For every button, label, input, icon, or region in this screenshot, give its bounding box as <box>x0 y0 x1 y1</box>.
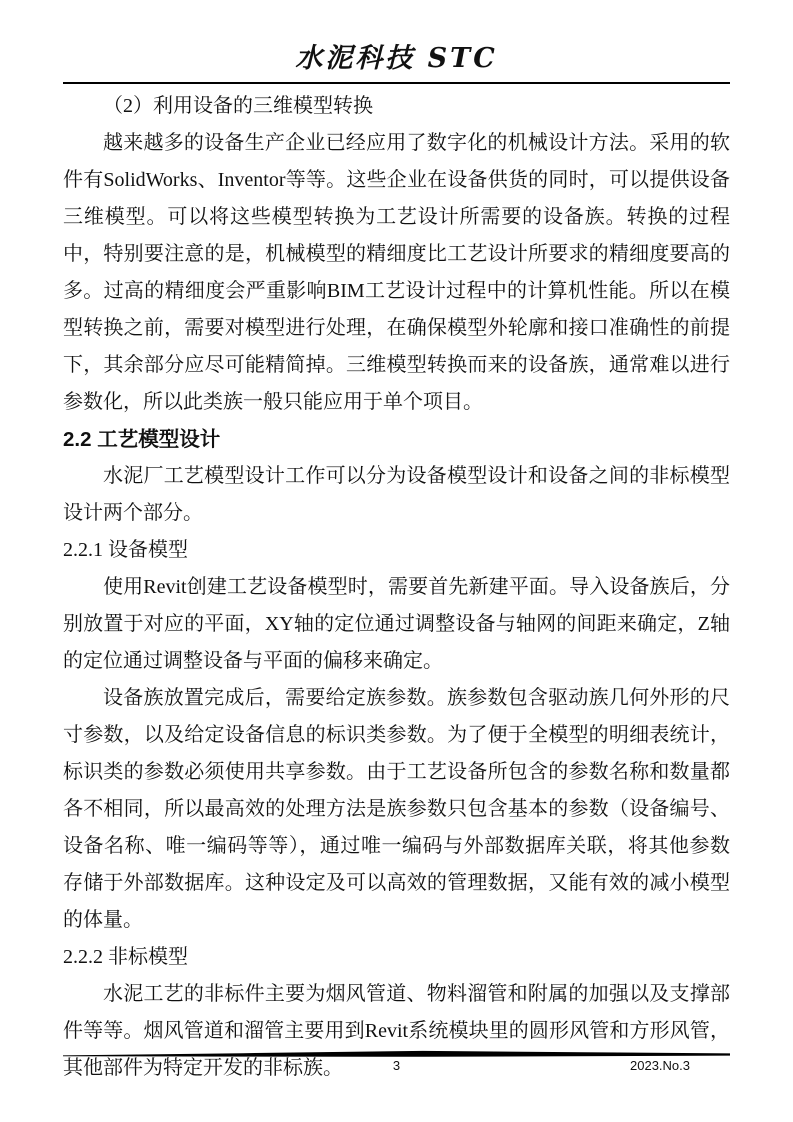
paragraph: 设备族放置完成后，需要给定族参数。族参数包含驱动族几何外形的尺寸参数，以及给定设备信息的标识类参数。为了便于全模型的明细表统计，标识类的参数必须使用共享参数。由于工艺设备所包含的参数名称和数量都各不相同，所以最高效的处理方法是族参数只包含基本的参数（设备编号、设备名称、唯一编码等等），通过唯一编码与外部数据库关联，将其他参数存储于外部数据库。这种设定及可以高效的管理数据，又能有效的减小模型的体量。 <box>63 687 730 931</box>
issue-label: 2023.No.3 <box>630 1058 690 1073</box>
paragraph: （2）利用设备的三维模型转换 <box>103 95 373 117</box>
paragraph: 水泥厂工艺模型设计工作可以分为设备模型设计和设备之间的非标模型设计两个部分。 <box>63 465 730 524</box>
header-rule <box>63 82 730 84</box>
paragraph: 水泥工艺的非标件主要为烟风管道、物料溜管和附属的加强以及支撑部件等等。烟风管道和溜管主要用到Revit系统模块里的圆形风管和方形风管，其他部件为特定开发的非标族。 <box>63 983 730 1079</box>
page-header <box>63 36 730 75</box>
section-heading: 2.2 工艺模型设计 <box>63 428 221 451</box>
footer-rule <box>63 1050 730 1058</box>
page-number: 3 <box>392 1058 401 1073</box>
section-subheading: 2.2.2 非标模型 <box>63 946 188 968</box>
paragraph: 使用Revit创建工艺设备模型时，需要首先新建平面。导入设备族后，分别放置于对应的平面，XY轴的定位通过调整设备与轴网的间距来确定，Z轴的定位通过调整设备与平面的偏移来确定。 <box>63 576 730 672</box>
section-subheading: 2.2.1 设备模型 <box>63 539 188 561</box>
page-footer <box>63 1058 730 1078</box>
journal-title: 水泥科技 STC <box>295 43 498 74</box>
paragraph: 越来越多的设备生产企业已经应用了数字化的机械设计方法。采用的软件有SolidWorks、Inventor等等。这些企业在设备供货的同时，可以提供设备三维模型。可以将这些模型转换为工艺设计所需要的设备族。转换的过程中，特别要注意的是，机械模型的精细度比工艺设计所要求的精细度要高的多。过高的精细度会严重影响BIM工艺设计过程中的计算机性能。所以在模型转换之前，需要对模型进行处理，在确保模型外轮廓和接口准确性的前提下，其余部分应尽可能精简掉。三维模型转换而来的设备族，通常难以进行参数化，所以此类族一般只能应用于单个项目。 <box>63 132 730 413</box>
document-body <box>63 88 730 1087</box>
